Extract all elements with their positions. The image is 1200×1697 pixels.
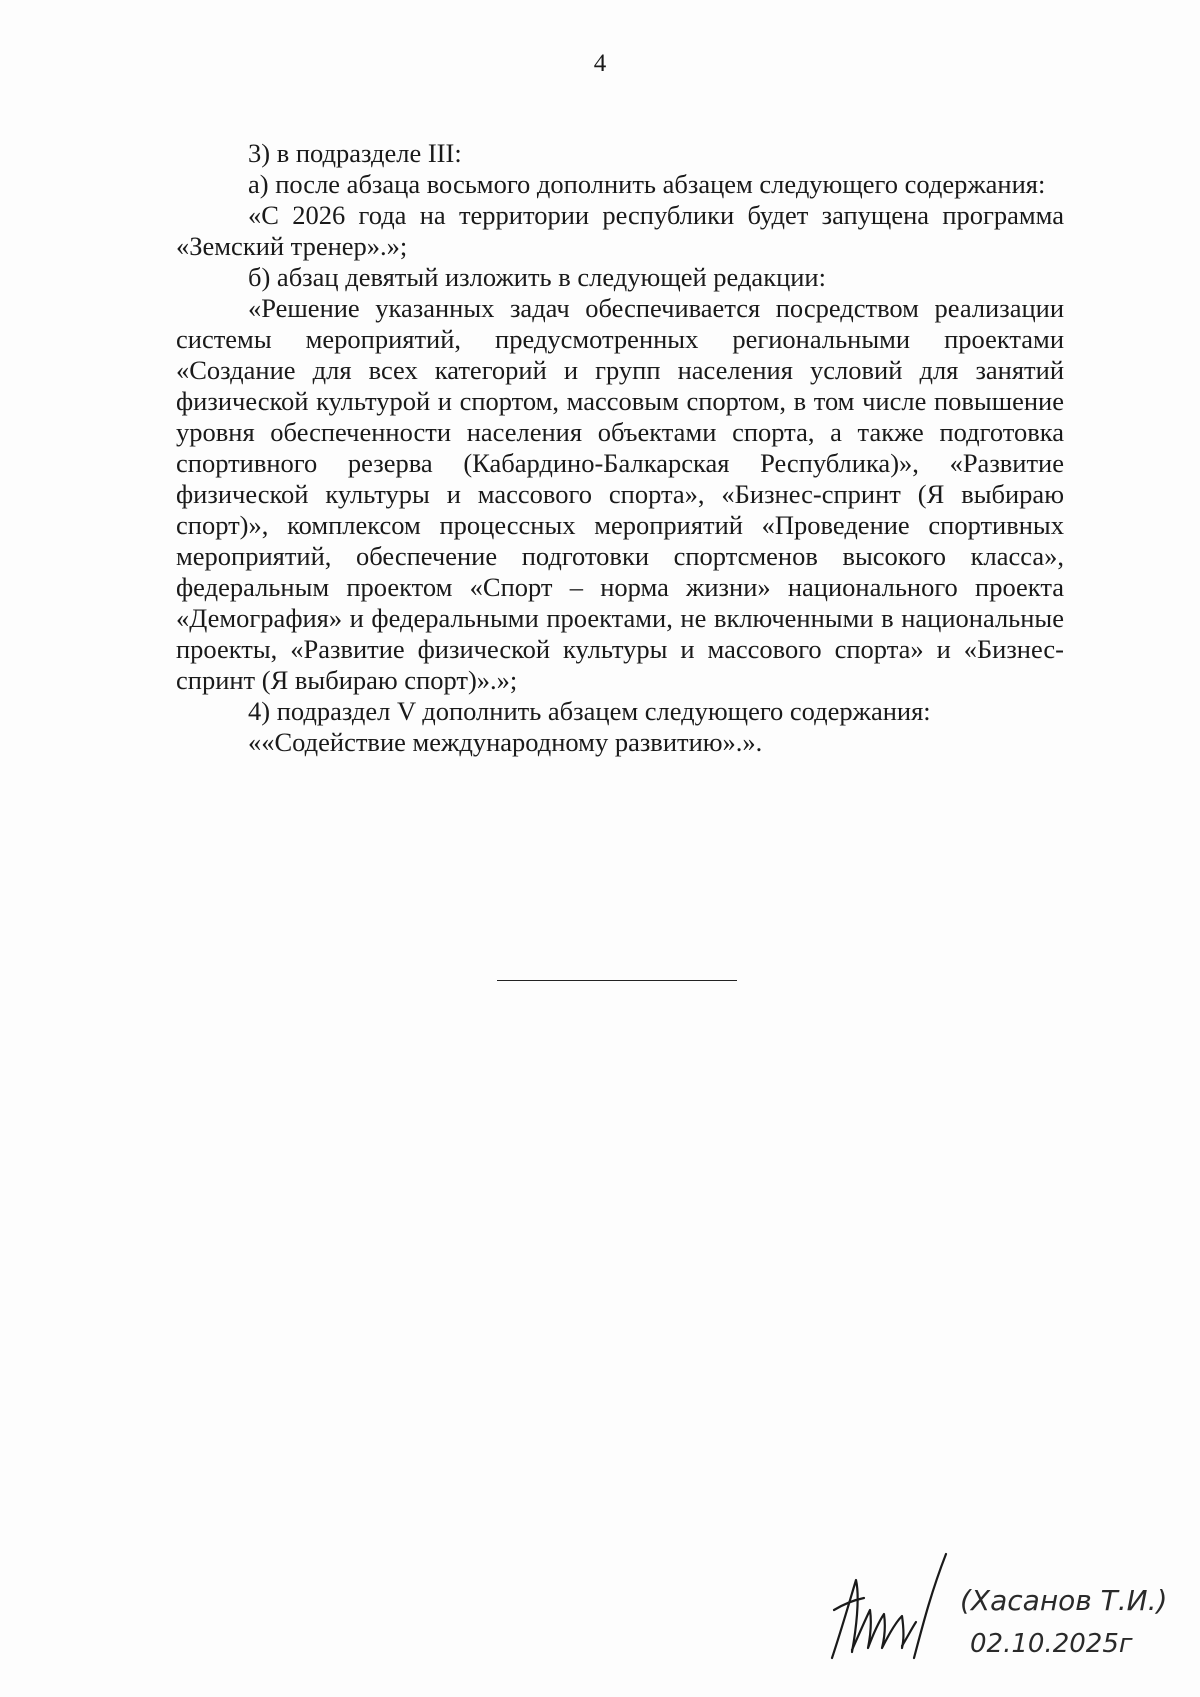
paragraph-quote-international: ««Содействие международному развитию».». bbox=[248, 727, 763, 757]
page-number: 4 bbox=[593, 50, 607, 77]
paragraph-item-b: б) абзац девятый изложить в следующей редакции: bbox=[248, 262, 826, 292]
document-body bbox=[176, 138, 1064, 758]
signature-annotation-date: 02.10.2025г bbox=[970, 1629, 1133, 1659]
separator-line bbox=[497, 980, 737, 981]
paragraph-item-4: 4) подраздел V дополнить абзацем следующего содержания: bbox=[248, 696, 931, 726]
paragraph-item-a: а) после абзаца восьмого дополнить абзацем следующего содержания: bbox=[248, 169, 1046, 199]
paragraph-quote-decision: «Решение указанных задач обеспечивается посредством реализации системы мероприятий, предусмотренных региональными проектами «Создание для всех категорий и групп населения условий для занятий физической культурой и спортом, массовым спортом, в том числе повышение уровня обеспеченности населения объектами спорта, а также подготовка спортивного резерва (Кабардино-Балкарская Республика)», «Развитие физической культуры и массового спорта», «Бизнес-спринт (Я выбираю спорт)», комплексом процессных мероприятий «Проведение спортивных мероприятий, обеспечение подготовки спортсменов высокого класса», федеральным проектом «Спорт – норма жизни» национального проекта «Демография» и федеральными проектами, не включенными в национальные проекты, «Развитие физической культуры и массового спорта» и «Бизнес-спринт (Я выбираю спорт)».»; bbox=[176, 293, 1064, 695]
paragraph-quote-zemsky-trainer: «С 2026 года на территории республики будет запущена программа «Земский тренер».»; bbox=[176, 200, 1064, 261]
signature-annotation-name: (Хасанов Т.И.) bbox=[960, 1584, 1168, 1617]
handwritten-signature bbox=[820, 1540, 1200, 1690]
paragraph-subsection-3: 3) в подразделе III: bbox=[248, 138, 462, 168]
